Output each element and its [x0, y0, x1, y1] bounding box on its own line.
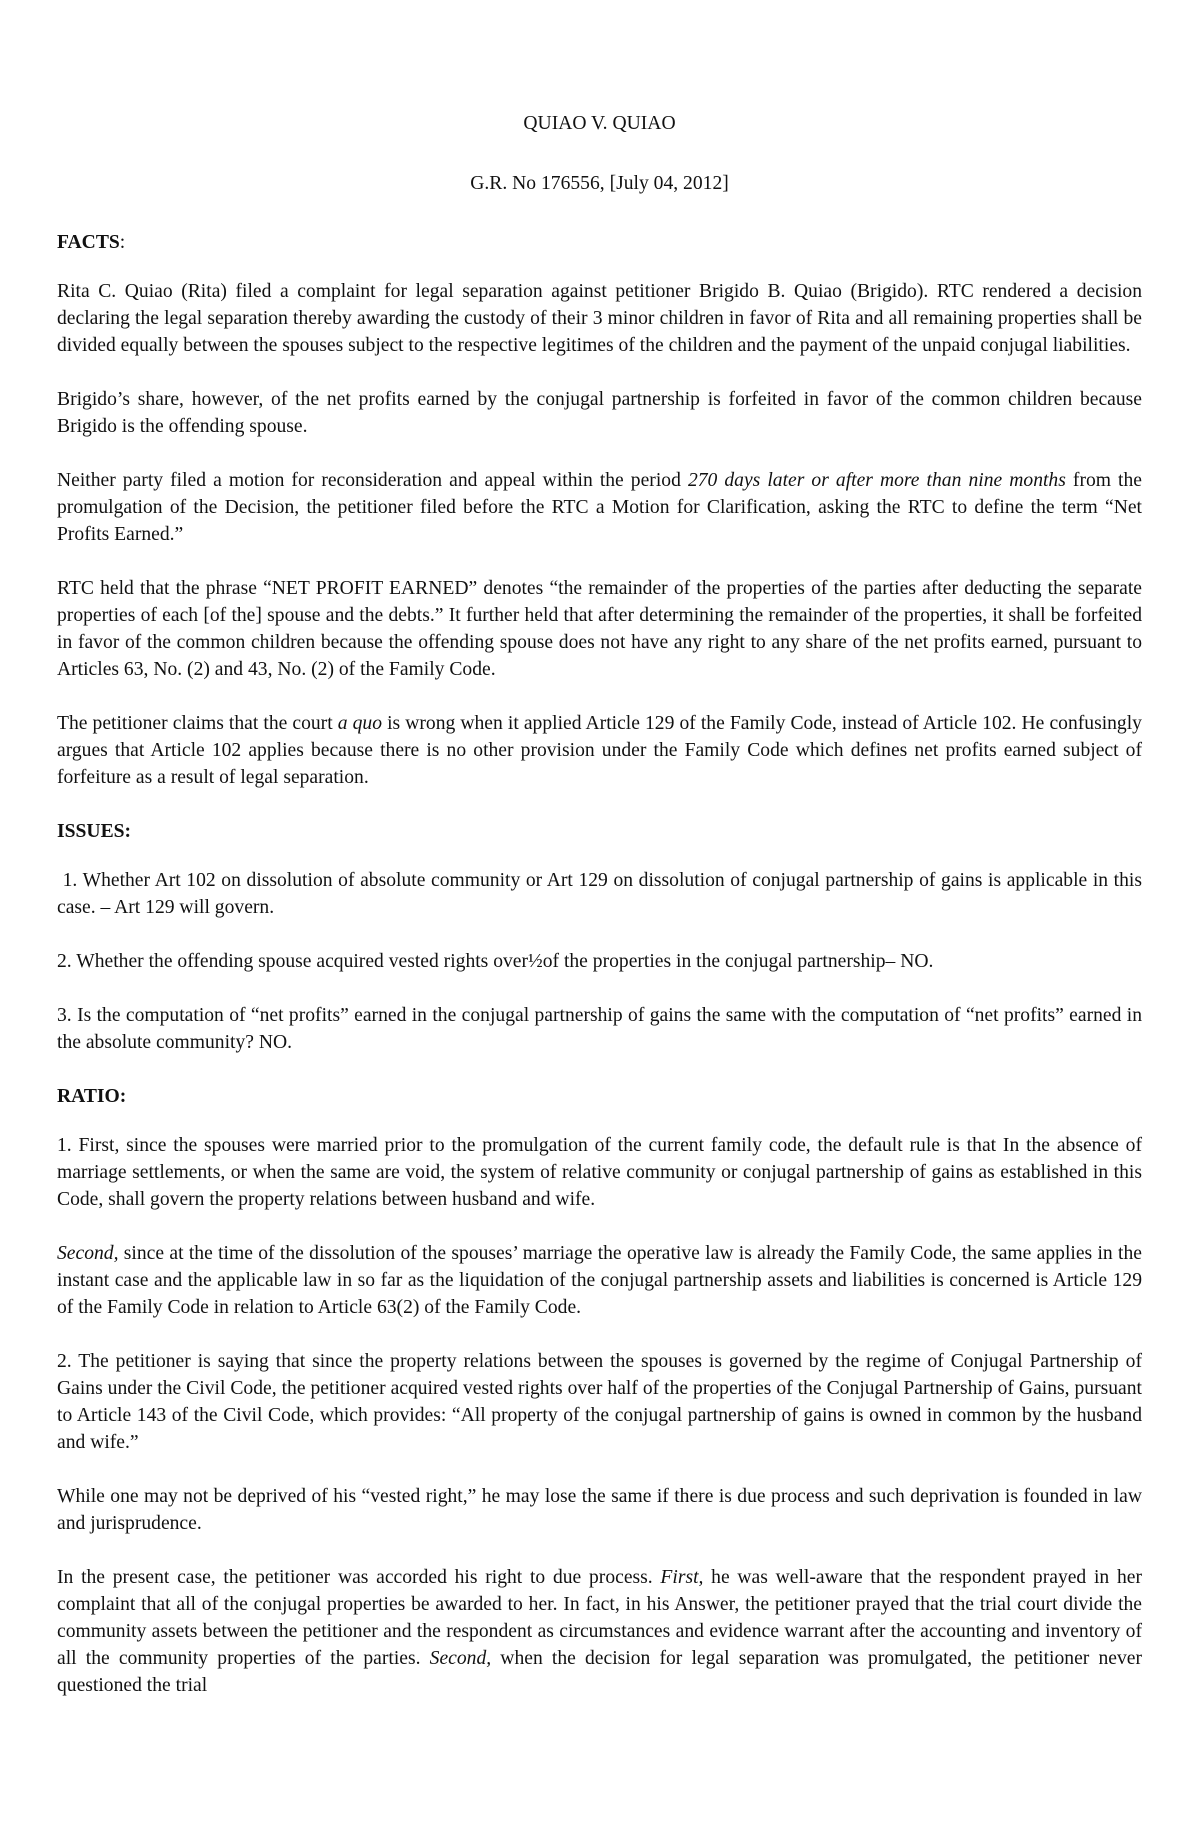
facts-paragraph-5	[57, 710, 1142, 791]
facts-paragraph-3-text-a: Neither party filed a motion for reconsideration and appeal within the period	[57, 470, 688, 491]
ratio-paragraph-5-italic-1: First,	[660, 1567, 704, 1588]
ratio-paragraph-5-text-b: he was well-aware that the respondent prayed in her complaint that all of the conjugal properties be awarded to her. In fact, in his Answer, the petitioner prayed that the trial court divide the community assets between the petitioner and the respondent as circumstances and evidence warrant after the accounting and inventory of all the community properties of the parties.	[57, 1567, 1142, 1669]
facts-paragraph-2: Brigido’s share, however, of the net profits earned by the conjugal partnership is forfeited in favor of the common children because Brigido is the offending spouse.	[57, 389, 1142, 437]
facts-paragraph-5-text-b: is wrong when it applied Article 129 of the Family Code, instead of Article 102. He confusingly argues that Article 102 applies because there is no other provision under the Family Code which defines net profits earned subject of forfeiture as a result of legal separation.	[57, 713, 1142, 788]
ratio-paragraph-5-text-c: when the decision for legal separation was promulgated, the petitioner never questioned the trial	[57, 1648, 1142, 1696]
facts-paragraph-3-text-b: from the promulgation of the Decision, the petitioner filed before the RTC a Motion for Clarification, asking the RTC to define the term “Net Profits Earned.”	[57, 470, 1142, 545]
facts-paragraph-5-text-a: The petitioner claims that the court	[57, 713, 338, 734]
case-title: QUIAO V. QUIAO	[523, 113, 676, 134]
facts-paragraph-3-italic: 270 days later or after more than nine months	[687, 470, 1066, 491]
facts-heading-colon: :	[119, 232, 126, 253]
facts-paragraph-3	[57, 467, 1142, 548]
ratio-paragraph-3: 2. The petitioner is saying that since the property relations between the spouses is governed by the regime of Conjugal Partnership of Gains under the Civil Code, the petitioner acquired vested rights over half of the properties of the Conjugal Partnership of Gains, pursuant to Article 143 of the Civil Code, which provides: “All property of the conjugal partnership of gains is owned in common by the husband and wife.”	[57, 1351, 1142, 1453]
facts-paragraph-1: Rita C. Quiao (Rita) filed a complaint for legal separation against petitioner Brigido B. Quiao (Brigido). RTC rendered a decision declaring the legal separation thereby awarding the custody of their 3 minor children in favor of Rita and all remaining properties shall be divided equally between the spouses subject to the respective legitimes of the children and the payment of the unpaid conjugal liabilities.	[57, 281, 1142, 356]
facts-heading	[57, 229, 1142, 256]
facts-paragraph-5-italic: a quo	[337, 713, 382, 734]
facts-heading-label: FACTS	[57, 232, 120, 253]
ratio-paragraph-5	[57, 1564, 1142, 1699]
case-number: G.R. No 176556, [July 04, 2012]	[470, 173, 729, 194]
ratio-heading: RATIO:	[57, 1086, 127, 1107]
issue-3: 3. Is the computation of “net profits” earned in the conjugal partnership of gains the same with the computation of “net profits” earned in the absolute community? NO.	[57, 1005, 1142, 1053]
ratio-paragraph-5-italic-2: Second,	[429, 1648, 492, 1669]
ratio-paragraph-1: 1. First, since the spouses were married prior to the promulgation of the current family code, the default rule is that In the absence of marriage settlements, or when the same are void, the system of relative community or conjugal partnership of gains as established in this Code, shall govern the property relations between husband and wife.	[57, 1135, 1142, 1210]
issue-2: 2. Whether the offending spouse acquired vested rights over½of the properties in the conjugal partnership– NO.	[57, 951, 934, 972]
ratio-paragraph-4: While one may not be deprived of his “vested right,” he may lose the same if there is due process and such deprivation is founded in law and jurisprudence.	[57, 1486, 1142, 1534]
ratio-paragraph-2	[57, 1240, 1142, 1321]
issue-1: 1. Whether Art 102 on dissolution of absolute community or Art 129 on dissolution of conjugal partnership of gains is applicable in this case. – Art 129 will govern.	[57, 870, 1147, 918]
document-page	[57, 110, 1147, 1699]
ratio-paragraph-5-text-a: In the present case, the petitioner was accorded his right to due process.	[57, 1567, 661, 1588]
issues-heading: ISSUES:	[57, 821, 132, 842]
ratio-paragraph-2-text: since at the time of the dissolution of the spouses’ marriage the operative law is already the Family Code, the same applies in the instant case and the applicable law in so far as the liquidation of the conjugal partnership assets and liabilities is concerned is Article 129 of the Family Code in relation to Article 63(2) of the Family Code.	[57, 1243, 1142, 1318]
ratio-paragraph-2-italic: Second,	[57, 1243, 119, 1264]
facts-paragraph-4: RTC held that the phrase “NET PROFIT EARNED” denotes “the remainder of the properties of the parties after deducting the separate properties of each [of the] spouse and the debts.” It further held that after determining the remainder of the properties, it shall be forfeited in favor of the common children because the offending spouse does not have any right to any share of the net profits earned, pursuant to Articles 63, No. (2) and 43, No. (2) of the Family Code.	[57, 578, 1142, 680]
